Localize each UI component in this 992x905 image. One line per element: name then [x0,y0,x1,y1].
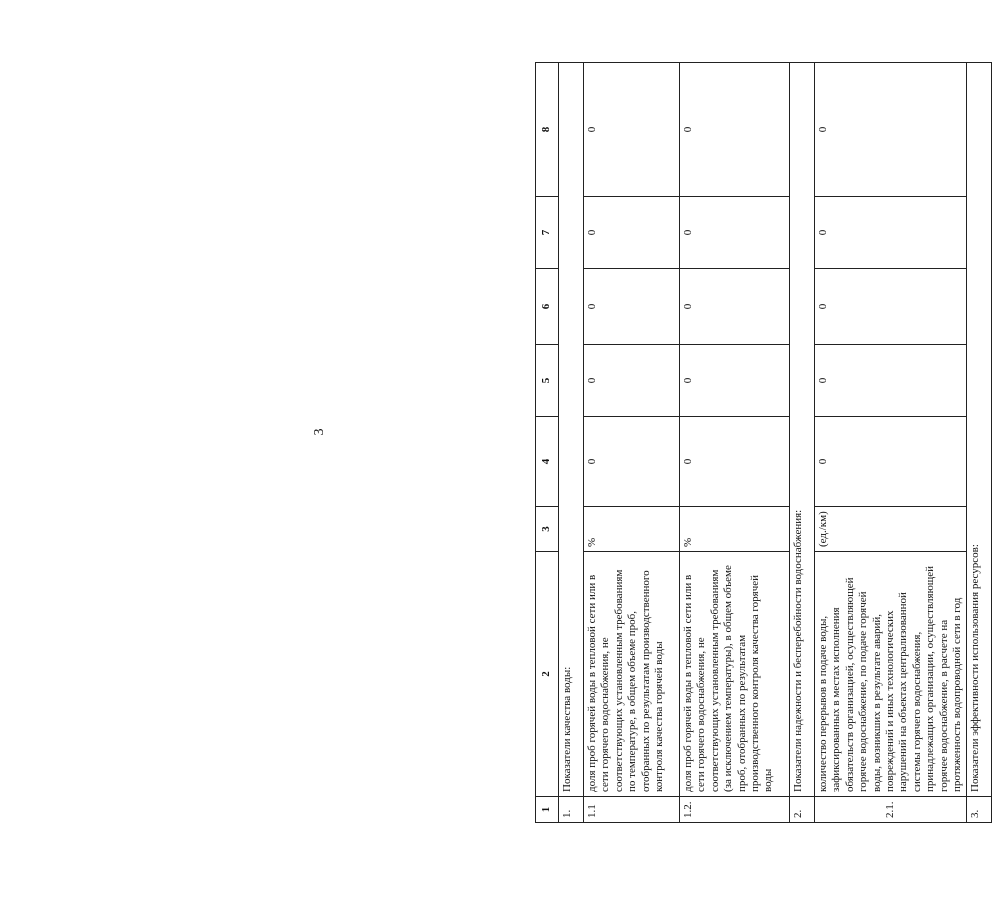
section-number: 1. [559,797,584,823]
section-efficiency-row [967,63,992,823]
unit-cell: % [584,507,680,552]
row-number: 1.2. [680,797,790,823]
page-number: 3 [312,428,327,436]
section-reliability-row [790,63,815,823]
description-line: сети горячего водоснабжения, не [599,637,612,792]
section-title: Показатели надежности и бесперебойности водоснабжения: [790,63,815,797]
description-line: воды, возникших в результате аварий, [870,614,883,792]
description-line: протяженность водопроводной сети в год [951,597,964,792]
section-number: 3. [967,797,992,823]
value-cell: 0 [584,345,680,417]
section-title: Показатели качества воды: [559,63,584,797]
description-line: воды [762,768,775,792]
unit-cell: % [680,507,790,552]
section-title: Показатели эффективности использования ресурсов: [967,63,992,797]
header-col-1: 1 [536,797,559,823]
indicators-table [535,62,992,823]
description-line: повреждений и иных технологических [884,610,897,792]
description-line: проб, отобранных по результатам [735,634,748,792]
table-row [680,63,790,823]
description-line: (за исключением температуры), в общем объеме [722,565,735,792]
description-line: количество перерывов в подаче воды, [817,615,829,792]
table-row [815,63,967,823]
description-line: системы горячего водоснабжения, [910,631,923,792]
description-line: отобранных по результатам производственного [639,570,652,792]
section-quality-row [559,63,584,823]
value-cell: 0 [815,269,967,345]
value-cell: 0 [584,269,680,345]
value-cell: 0 [815,197,967,269]
value-cell: 0 [815,417,967,507]
header-col-6: 6 [536,269,559,345]
description-line: зафиксированных в местах исполнения [830,607,843,792]
description-line: горячее водоснабжение, в расчете на [937,619,950,792]
rotated-table-wrapper [535,63,982,823]
description-line: доля проб горячей воды в тепловой сети или в [682,574,694,792]
description-line: принадлежащих организации, осуществляющей [924,565,937,792]
description-line: соответствующих установленным требованиям [708,569,721,792]
description-line: нарушений на объектах централизованной [897,592,910,792]
row-number: 1.1 [584,797,680,823]
header-col-3: 3 [536,507,559,552]
header-col-5: 5 [536,345,559,417]
header-col-8: 8 [536,63,559,197]
value-cell: 0 [680,63,790,197]
value-cell: 0 [680,197,790,269]
value-cell: 0 [680,345,790,417]
description-line: по температуре, в общем объеме проб, [626,610,639,792]
description-line: сети горячего водоснабжения, не [695,637,708,792]
row-description [680,552,790,797]
table-row [584,63,680,823]
value-cell: 0 [680,269,790,345]
description-line: соответствующих установленным требованиям [612,569,625,792]
description-line: производственного контроля качества горячей [749,574,762,792]
description-line: обязательств организацией, осуществляющей [843,577,856,792]
value-cell: 0 [815,63,967,197]
value-cell: 0 [584,417,680,507]
row-number: 2.1. [815,797,967,823]
table-header-row [536,63,559,823]
value-cell: 0 [584,197,680,269]
header-col-2: 2 [536,552,559,797]
header-col-7: 7 [536,197,559,269]
description-line: горячее водоснабжение, по подаче горячей [857,591,870,792]
value-cell: 0 [815,345,967,417]
value-cell: 0 [584,63,680,197]
header-col-4: 4 [536,417,559,507]
section-number: 2. [790,797,815,823]
row-description [584,552,680,797]
row-description [815,552,967,797]
value-cell: 0 [680,417,790,507]
unit-cell: (ед./км) [815,507,967,552]
description-line: доля проб горячей воды в тепловой сети или в [586,574,598,792]
description-line: контроля качества горячей воды [653,641,666,792]
